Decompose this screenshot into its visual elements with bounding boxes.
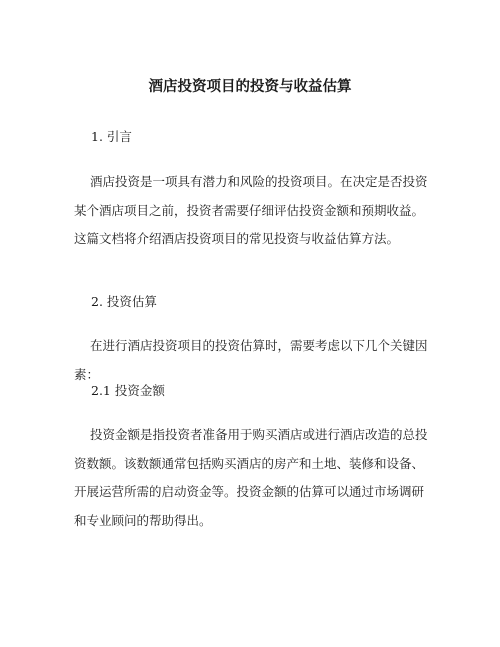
section-heading-investment-estimate: 2. 投资估算 [91, 294, 157, 309]
section-paragraph-investment-amount: 投资金额是指投资者准备用于购买酒店或进行酒店改造的总投资数额。该数额通常包括购买酒店的房产和土地、装修和设备、开展运营所需的启动资金等。投资金额的估算可以通过市场调研和专业顾问的帮助得出。 [74, 427, 428, 528]
section-heading-investment-amount: 2.1 投资金额 [91, 383, 165, 398]
document-title: 酒店投资项目的投资与收益估算 [148, 78, 352, 95]
section-heading-introduction: 1. 引言 [91, 129, 132, 144]
section-paragraph-investment-estimate: 在进行酒店投资项目的投资估算时，需要考虑以下几个关键因素： [74, 338, 428, 382]
section-paragraph-introduction: 酒店投资是一项具有潜力和风险的投资项目。在决定是否投资某个酒店项目之前，投资者需要仔细评估投资金额和预期收益。这篇文档将介绍酒店投资项目的常见投资与收益估算方法。 [74, 174, 428, 246]
